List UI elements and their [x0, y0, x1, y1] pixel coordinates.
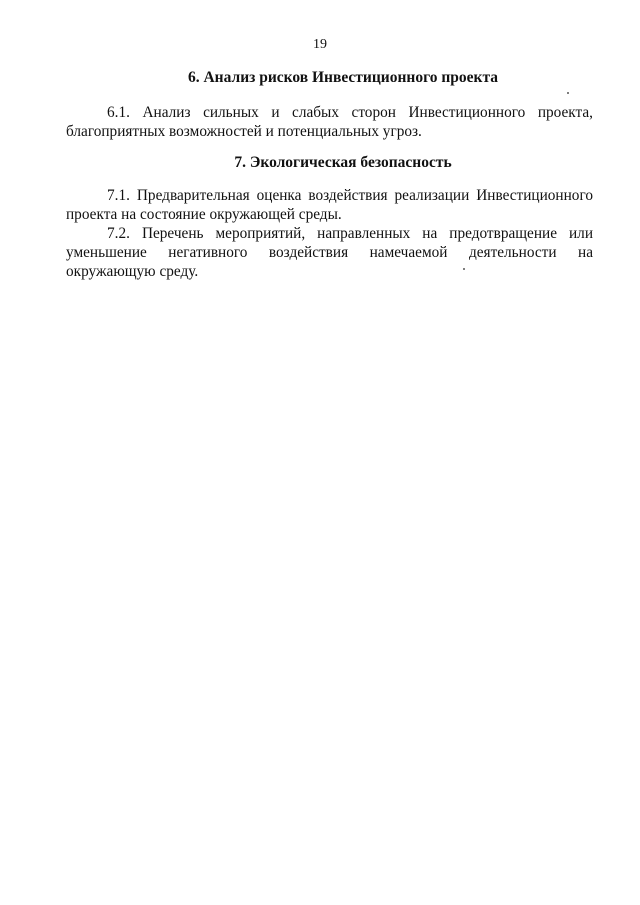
scan-speck	[567, 92, 569, 94]
scan-speck	[463, 268, 465, 270]
section-heading-risk-analysis: 6. Анализ рисков Инвестиционного проекта	[187, 69, 499, 86]
page-number: 19	[313, 37, 327, 52]
paragraph-7-2: 7.2. Перечень мероприятий, направленных на предотвращение или уменьшение негативного воздействия намечаемой деятельности на окружающую среду.	[66, 225, 593, 280]
paragraph-7-1: 7.1. Предварительная оценка воздействия реализации Инвестиционного проекта на состояние окружающей среды.	[66, 187, 593, 223]
section-heading-ecological-safety: 7. Экологическая безопасность	[234, 154, 452, 171]
paragraph-6-1: 6.1. Анализ сильных и слабых сторон Инвестиционного проекта, благоприятных возможностей и потенциальных угроз.	[66, 104, 593, 140]
